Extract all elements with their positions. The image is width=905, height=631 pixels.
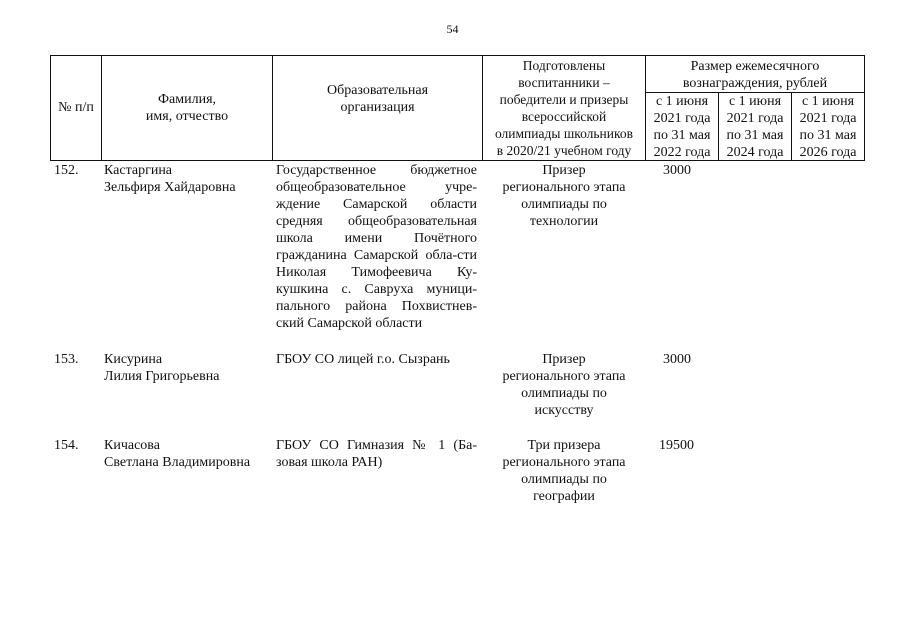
row-153-amount: 3000 [663, 352, 691, 367]
header-period-3: с 1 июня 2021 года по 31 мая 2026 года [799, 94, 857, 160]
header-period-2: с 1 июня 2021 года по 31 мая 2024 года [726, 94, 784, 160]
header-name: Фамилия, имя, отчество [145, 92, 229, 124]
row-153-num: 153. [54, 352, 79, 367]
row-152-name: Кастаргина Зельфиря Хайдаровна [104, 163, 236, 195]
row-154-amount: 19500 [659, 438, 694, 453]
header-prepared: Подготовлены воспитанники – победители и призеры всероссийской олимпиады школьников в 2020/21 учебном году [494, 58, 633, 158]
row-152-num: 152. [54, 163, 79, 178]
header-reward: Размер ежемесячного вознаграждения, рублей [682, 59, 828, 91]
row-153-org: ГБОУ СО лицей г.о. Сызрань [276, 352, 450, 367]
header-period-1: с 1 июня 2021 года по 31 мая 2022 года [653, 94, 711, 160]
row-154-name: Кичасова Светлана Владимировна [104, 438, 251, 470]
row-152-prepared: Призер регионального этапа олимпиады по технологии [502, 163, 626, 229]
row-154-num: 154. [54, 438, 79, 453]
header-org: Образовательная организация [326, 83, 429, 115]
row-153-prepared: Призер регионального этапа олимпиады по искусству [502, 352, 626, 418]
row-154-prepared: Три призера регионального этапа олимпиады по географии [502, 438, 626, 504]
row-152-org: Государственное бюджетное общеобразовательное учре-ждение Самарской области средняя общеобразовательная школа имени Почётного гражданина Самарской обла-сти Николая Тимофеевича Ку-кушкина с. Савруха муници-пального района Похвистнев-ский Самарской области [276, 163, 477, 331]
row-152-amount: 3000 [663, 163, 691, 178]
header-num: № п/п [58, 100, 94, 115]
page-number: 54 [446, 22, 459, 36]
row-153-name: Кисурина Лилия Григорьевна [104, 352, 220, 384]
row-154-org: ГБОУ СО Гимназия № 1 (Ба-зовая школа РАН) [276, 438, 477, 470]
